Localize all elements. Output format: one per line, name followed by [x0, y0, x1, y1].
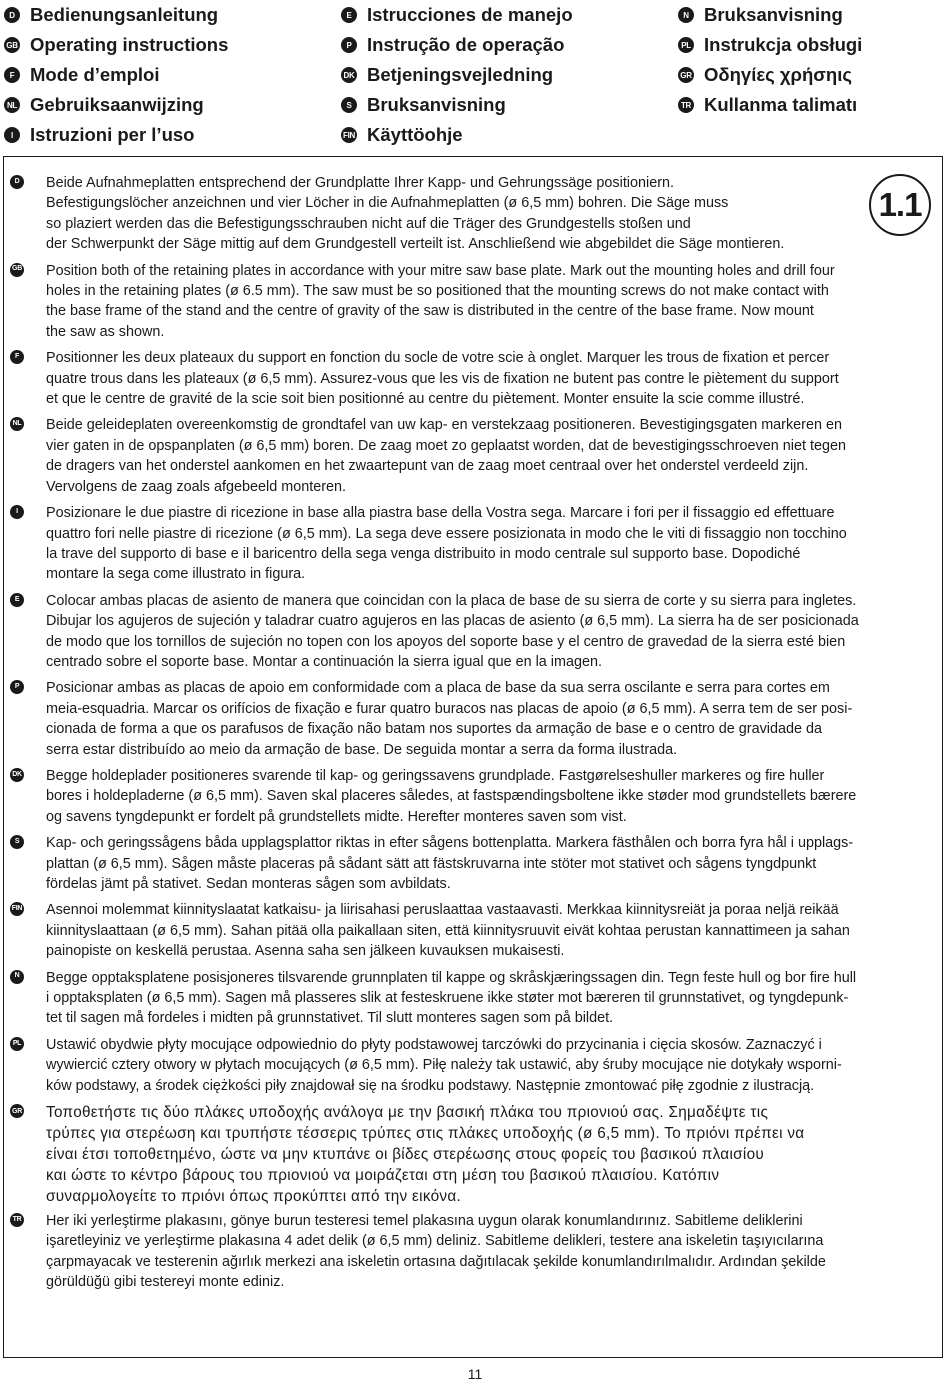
language-badge: S [10, 835, 24, 849]
language-badge: GB [4, 37, 20, 53]
header-title [341, 120, 573, 150]
language-badge: D [10, 175, 24, 189]
header-title-text: Bedienungsanleitung [30, 4, 219, 25]
language-badge: S [341, 97, 357, 113]
header-title [678, 0, 862, 30]
language-badge: PL [678, 37, 694, 53]
language-badge: N [10, 970, 24, 984]
header-title-text: Οδηγίες χρήσηις [704, 64, 852, 85]
header-title-text: Gebruiksaanwijzing [30, 94, 204, 115]
instructions-body [10, 173, 930, 1293]
language-badge: P [10, 680, 24, 694]
header-title [678, 60, 862, 90]
section-number-badge: 1.1 [869, 174, 931, 236]
language-badge: N [678, 7, 694, 23]
header-title-text: Instrukcja obsługi [704, 34, 863, 55]
language-badge: TR [10, 1213, 24, 1227]
paragraph-gr [10, 1102, 930, 1207]
paragraph-text: Asennoi molemmat kiinnityslaatat katkaisu- ja liirisahasi peruslaattaa vastaavasti. Merkkaa kiinnitysreiät ja poraa neljä reikää kiinnityslaattaan (ø 6,5 mm). Sahan pitää olla paikallaan siten, että kiinnitysruuvit eivät kohtaa perustan kannattimeen ja sahan painopiste on keskellä perustaa. Asenna saha sen jälkeen kuvauksen mukaisesti. [46, 902, 850, 960]
header-title-text: Kullanma talimatı [704, 94, 858, 115]
language-badge: PL [10, 1037, 24, 1051]
language-badge: P [341, 37, 357, 53]
paragraph-text: Beide Aufnahmeplatten entsprechend der Grundplatte Ihrer Kapp- und Gehrungssäge positioniern. Befestigungslöcher anzeichnen und vier Löcher in die Aufnahmeplatten (ø 6,5 mm) bohren. Die Säge muss so plaziert werden das die Befestigungsschrauben nicht auf die Träger des Grundgestells stoßen und der Schwerpunkt der Säge mittig auf dem Grundgestell verteilt ist. Anschließend wie abgebildet die Säge montieren. [46, 175, 785, 253]
language-badge: F [10, 350, 24, 364]
paragraph-text: Posicionar ambas as placas de apoio em conformidade com a placa de base da sua serra oscilante e serra para cortes em meia-esquadria. Marcar os orifícios de fixação e furar quatro buracos nas placas de apoio (ø 6,5 mm). A serra tem de ser posi- cionada de forma a que os parafusos de fixação não batam nos suportes da armação de base e o centro de gravidade da serra estar distribuído ao meio da armação de base. De seguida montar a serra da forma ilustrada. [46, 680, 853, 758]
language-badge: FIN [10, 902, 24, 916]
paragraph-text: Colocar ambas placas de asiento de manera que coincidan con la placa de base de su sierra de corte y su sierra para ingletes. Dibujar los agujeros de sujeción y taladrar cuatro agujeros en las placas de asiento (ø 6,5 mm). La sierra ha de ser posicionada de modo que los tornillos de sujeción no topen con los apoyos del soporte base y el centro de gravedad de la sierra esté bien centrado sobre el soporte base. Montar a continuación la sierra igual que en la imagen. [46, 592, 859, 670]
language-badge: I [10, 505, 24, 519]
language-badge: GR [10, 1104, 24, 1118]
header-title [4, 120, 228, 150]
header-title [678, 30, 862, 60]
paragraph-fr [10, 348, 930, 409]
header-title [341, 90, 573, 120]
paragraph-se [10, 833, 930, 894]
header-title-text: Operating instructions [30, 34, 229, 55]
paragraph-de [10, 173, 930, 255]
header-title [678, 90, 862, 120]
paragraph-it [10, 503, 930, 585]
language-badge: E [341, 7, 357, 23]
paragraph-fi [10, 900, 930, 961]
header [0, 0, 950, 150]
language-badge: F [4, 67, 20, 83]
header-column-3 [678, 0, 862, 120]
header-title [4, 60, 228, 90]
paragraph-dk [10, 766, 930, 827]
language-badge: DK [341, 67, 357, 83]
paragraph-text: Begge holdeplader positioneres svarende til kap- og geringssavens grundplade. Fastgørelseshuller markeres og fire huller bores i holdepladerne (ø 6,5 mm). Saven skal placeres således, at fastspændingsboltene ikke støder mod grundstellets bærere og savens tyngdepunkt er fordelt på grundstellets midte. Herefter monteres saven som vist. [46, 767, 857, 825]
header-title-text: Betjeningsvejledning [367, 64, 554, 85]
paragraph-text: Positionner les deux plateaux du support en fonction du socle de votre scie à onglet. Marquer les trous de fixation et percer quatre trous dans les plateaux (ø 6,5 mm). Assurez-vous que les vis de fixation ne butent pas contre le piètement du support et que le centre de gravité de la scie soit bien positionné au centre du piètement. Monter ensuite la scie comme illustré. [46, 350, 839, 408]
header-title [4, 0, 228, 30]
header-title [341, 30, 573, 60]
paragraph-text: Ustawić obydwie płyty mocujące odpowiednio do płyty podstawowej tarczówki do przycinania i cięcia skosów. Zaznaczyć i wywiercić cztery otwory w płytach mocujących (ø 6,5 mm). Piłę należy tak ustawić, aby śruby mocujące nie dotykały wsporni- ków podstawy, a środek ciężkości piły znajdował się na środku podstawy. Następnie zmontować piłę zgodnie z ilustracją. [46, 1036, 842, 1094]
header-title-text: Mode d’emploi [30, 64, 160, 85]
header-title [341, 60, 573, 90]
paragraph-text: Beide geleideplaten overeenkomstig de grondtafel van uw kap- en verstekzaag positioneren. Bevestigingsgaten markeren en vier gaten in de opspanplaten (ø 6,5 mm) boren. De zaag moet zo geplaatst worden, dat de bevestigingsschroeven niet tegen de dragers van het onderstel aankomen en het zwaartepunt van de zaag moet centraal over het onderstel verdeeld zijn. Vervolgens de zaag zoals afgebeeld monteren. [46, 417, 846, 495]
paragraph-text: Posizionare le due piastre di ricezione in base alla piastra base della Vostra sega. Marcare i fori per il fissaggio ed effettuare quattro fori nelle piastre di ricezione (ø 6,5 mm). La sega deve essere posizionata in modo che le viti di fissaggio non tocchino la trave del supporto di base e il baricentro della sega venga distribuito in modo centrale sul supporto base. Dopodiché montare la sega come illustrato in figura. [46, 505, 847, 583]
header-title [4, 90, 228, 120]
header-title-text: Bruksanvisning [704, 4, 843, 25]
paragraph-text: Her iki yerleştirme plakasını, gönye burun testeresi temel plakasına uygun olarak konumlandırınız. Sabitleme deliklerini işaretleyiniz ve yerleştirme plakasına 4 adet delik (ø 6,5 mm) deliniz. Sabitleme delikleri, testere ana iskeletin taşıyıcılarına çarpmayacak ve testerenin ağırlık merkezi ana iskeletin ortasına dağıtılacak şekilde konumlandırılmalıdır. Ardından şekilde görüldüğü gibi testereyi monte ediniz. [46, 1213, 826, 1291]
header-title [4, 30, 228, 60]
header-column-1 [4, 0, 228, 150]
language-badge: I [4, 127, 20, 143]
paragraph-text: Position both of the retaining plates in accordance with your mitre saw base plate. Mark out the mounting holes and drill four holes in the retaining plates (ø 6.5 mm). The saw must be so positioned that the mounting screws do not make contact with the base frame of the stand and the centre of gravity of the saw is distributed in the centre of the base frame. Now mount the saw as shown. [46, 262, 835, 340]
paragraph-text: Kap- och geringssågens båda upplagsplattor riktas in efter sågens bottenplatta. Markera fästhålen och borra fyra hål i upplags- plattan (ø 6,5 mm). Sågen måste placeras på sådant sätt att fästskruvarna inte stöter mot stativet och sågens tyngdpunkt fördelas jämt på stativet. Sedan monteras sågen som avbildats. [46, 835, 854, 892]
language-badge: DK [10, 768, 24, 782]
paragraph-nl [10, 415, 930, 497]
language-badge: E [10, 593, 24, 607]
header-title [341, 0, 573, 30]
language-badge: NL [4, 97, 20, 113]
header-title-text: Istruzioni per l’uso [30, 124, 195, 145]
header-column-2 [341, 0, 573, 150]
paragraph-tr [10, 1211, 930, 1293]
language-badge: D [4, 7, 20, 23]
paragraph-pt [10, 678, 930, 760]
paragraph-no [10, 968, 930, 1029]
language-badge: GB [10, 263, 24, 277]
language-badge: NL [10, 417, 24, 431]
language-badge: TR [678, 97, 694, 113]
paragraph-text: Τοποθετήστε τις δύο πλάκες υποδοχής ανάλογα με την βασική πλάκα του πριονιού σας. Σημαδέψτε τις τρύπες για στερέωση και τρυπήστε τέσσερις τρύπες στις πλάκες υποδοχής (ø 6,5 mm). Το πριόνι πρέπει να είναι έτσι τοποθετημένο, ώστε να μην κτυπάνε οι βίδες στερέωσης στους φορείς του βασικού πλαισίου και ώστε το κέντρο βάρους του πριονιού να μοιράζεται στη μέση του βασικού πλαισίου. Κατόπιν συναρμολογείτε το πριόνι όπως προκύπτει από την εικόνα. [46, 1104, 805, 1206]
paragraph-pl [10, 1035, 930, 1096]
paragraph-es [10, 591, 930, 673]
header-title-text: Instrução de operação [367, 34, 565, 55]
header-title-text: Bruksanvisning [367, 94, 506, 115]
header-title-text: Istrucciones de manejo [367, 4, 573, 25]
header-title-text: Käyttöohje [367, 124, 463, 145]
paragraph-text: Begge opptaksplatene posisjoneres tilsvarende grunnplaten til kappe og skråskjæringssagen din. Tegn feste hull og bor fire hull i opptaksplaten (ø 6,5 mm). Sagen må plasseres slik at festeskruene ikke støter mot bæreren til grunnstativet, og tyngdepunk- tet til sagen må fordeles i midten på grunnstativet. Til slutt monteres sagen som på bildet. [46, 969, 857, 1027]
page-number: 11 [467, 1366, 483, 1382]
paragraph-gb [10, 261, 930, 343]
language-badge: GR [678, 67, 694, 83]
language-badge: FIN [341, 127, 357, 143]
